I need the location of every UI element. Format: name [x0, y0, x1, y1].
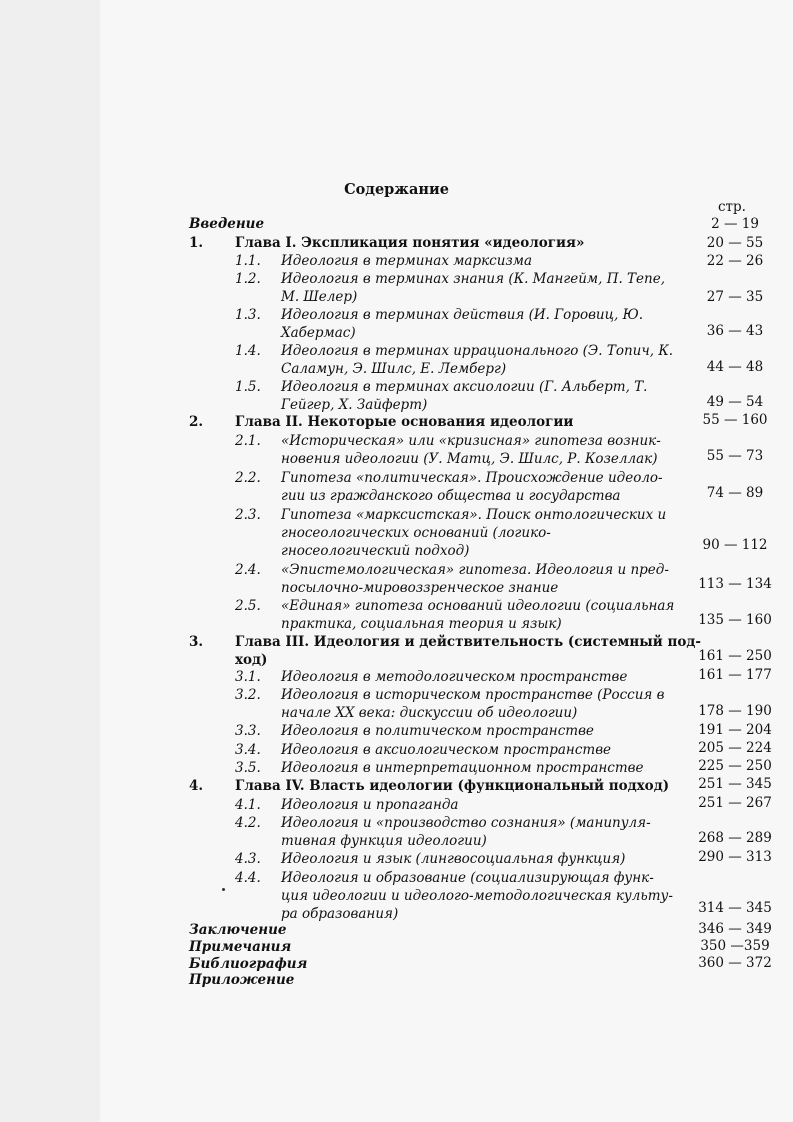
chapter-title: Глава III. Идеология и действительность (системный под- [235, 634, 701, 650]
section-pages: 90 — 112 [702, 537, 768, 553]
section-title-cont: Гейгер, Х. Зайферт) [281, 397, 428, 413]
chapter-pages: 55 — 160 [702, 412, 768, 428]
section-number: 1.5. [235, 379, 261, 395]
toc-entry-intro: Введение [189, 216, 265, 232]
section-title: Идеология и пропаганда [281, 797, 459, 813]
section-title-cont: посылочно-мировоззренческое знание [281, 580, 559, 596]
toc-title: Содержание [344, 181, 449, 198]
section-pages: 44 — 48 [706, 359, 764, 375]
section-title: Идеология в терминах действия (И. Горовиц, Ю. [281, 307, 644, 323]
section-title-cont: ция идеологии и идеолого-методологическая культу- [281, 888, 673, 904]
section-title-cont: М. Шелер) [281, 289, 358, 305]
section-title: Идеология и образование (социализирующая функ- [281, 870, 654, 886]
section-pages: 178 — 190 [698, 703, 772, 719]
section-number: 4.2. [235, 815, 261, 831]
chapter-pages: 20 — 55 [706, 235, 764, 251]
section-number: 1.2. [235, 271, 261, 287]
section-number: 2.4. [235, 562, 261, 578]
scan-margin-shade [0, 0, 100, 1122]
section-pages: 161 — 177 [698, 667, 772, 683]
chapter-title: Глава II. Некоторые основания идеологии [235, 414, 574, 430]
chapter-pages: 161 — 250 [698, 648, 772, 664]
section-title: Идеология в терминах аксиологии (Г. Альберт, Т. [281, 379, 648, 395]
section-title-cont: тивная функция идеологии) [281, 833, 487, 849]
toc-pages-conclusion: 346 — 349 [698, 921, 772, 937]
section-title-cont: новения идеологии (У. Матц, Э. Шилс, Р. Козеллак) [281, 451, 658, 467]
section-title: Идеология в историческом пространстве (Россия в [281, 687, 665, 703]
section-title-cont: начале XX века: дискуссии об идеологии) [281, 705, 578, 721]
section-title-cont: гии из гражданского общества и государства [281, 488, 621, 504]
section-number: 3.3. [235, 723, 261, 739]
section-number: 2.5. [235, 598, 261, 614]
section-number: 4.4. [235, 870, 261, 886]
section-title-cont: гносеологический подход) [281, 543, 470, 559]
section-title-cont: Саламун, Э. Шилс, Е. Лемберг) [281, 361, 507, 377]
section-number: 2.3. [235, 507, 261, 523]
section-pages: 113 — 134 [698, 576, 772, 592]
section-number: 2.2. [235, 470, 261, 486]
section-number: 2.1. [235, 433, 261, 449]
section-pages: 49 — 54 [706, 394, 764, 410]
section-title: «Историческая» или «кризисная» гипотеза возник- [281, 433, 661, 449]
section-title: Идеология и язык (лингвосоциальная функция) [281, 851, 626, 867]
section-number: 3.4. [235, 742, 261, 758]
toc-pages-bibliography: 360 — 372 [698, 955, 772, 971]
toc-entry-conclusion: Заключение [189, 922, 287, 938]
section-pages: 22 — 26 [706, 253, 764, 269]
section-title: Идеология в политическом пространстве [281, 723, 594, 739]
chapter-number: 3. [189, 634, 204, 650]
section-pages: 74 — 89 [706, 485, 764, 501]
chapter-title: Глава IV. Власть идеологии (функциональный подход) [235, 778, 670, 794]
section-title: Идеология в терминах иррационального (Э. Топич, К. [281, 343, 674, 359]
section-pages: 314 — 345 [698, 900, 772, 916]
section-number: 3.5. [235, 760, 261, 776]
section-pages: 191 — 204 [698, 722, 772, 738]
section-number: 4.1. [235, 797, 261, 813]
section-pages: 251 — 267 [698, 795, 772, 811]
section-number: 1.3. [235, 307, 261, 323]
section-title: Гипотеза «политическая». Происхождение идеоло- [281, 470, 663, 486]
chapter-pages: 251 — 345 [698, 776, 772, 792]
section-number: 1.1. [235, 253, 261, 269]
section-pages: 36 — 43 [706, 323, 764, 339]
section-title-cont: ра образования) [281, 906, 399, 922]
section-title-cont: Хабермас) [281, 325, 356, 341]
section-title: «Эпистемологическая» гипотеза. Идеология и пред- [281, 562, 669, 578]
toc-pages-notes: 350 —359 [700, 938, 770, 954]
toc-pages-intro: 2 — 19 [711, 216, 759, 232]
section-title: Идеология и «производство сознания» (манипуля- [281, 815, 651, 831]
section-title: Гипотеза «марксистская». Поиск онтологических и [281, 507, 667, 523]
section-title: Идеология в терминах знания (К. Мангейм, П. Тепе, [281, 271, 666, 287]
chapter-title-cont: ход) [235, 652, 268, 668]
section-title: «Единая» гипотеза оснований идеологии (социальная [281, 598, 675, 614]
section-title: Идеология в терминах марксизма [281, 253, 533, 269]
section-pages: 268 — 289 [698, 830, 772, 846]
section-title-cont: практика, социальная теория и язык) [281, 616, 562, 632]
chapter-number: 1. [189, 235, 204, 251]
chapter-number: 4. [189, 778, 204, 794]
section-number: 1.4. [235, 343, 261, 359]
section-pages: 290 — 313 [698, 849, 772, 865]
section-pages: 55 — 73 [706, 448, 764, 464]
section-pages: 135 — 160 [698, 612, 772, 628]
section-title: Идеология в интерпретационном пространстве [281, 760, 644, 776]
toc-entry-appendix: Приложение [189, 972, 295, 988]
section-number: 3.1. [235, 669, 261, 685]
section-number: 4.3. [235, 851, 261, 867]
scan-speck [222, 888, 225, 891]
toc-entry-notes: Примечания [189, 939, 292, 955]
section-pages: 27 — 35 [706, 289, 764, 305]
chapter-number: 2. [189, 414, 204, 430]
toc-entry-bibliography: Библиография [189, 956, 308, 972]
section-pages: 205 — 224 [698, 740, 772, 756]
section-title: Идеология в методологическом пространстве [281, 669, 628, 685]
section-title-cont: гносеологических оснований (логико- [281, 525, 551, 541]
section-title: Идеология в аксиологическом пространстве [281, 742, 612, 758]
page-column-header: стр. [718, 199, 746, 215]
section-number: 3.2. [235, 687, 261, 703]
section-pages: 225 — 250 [698, 758, 772, 774]
chapter-title: Глава I. Экспликация понятия «идеология» [235, 235, 585, 251]
